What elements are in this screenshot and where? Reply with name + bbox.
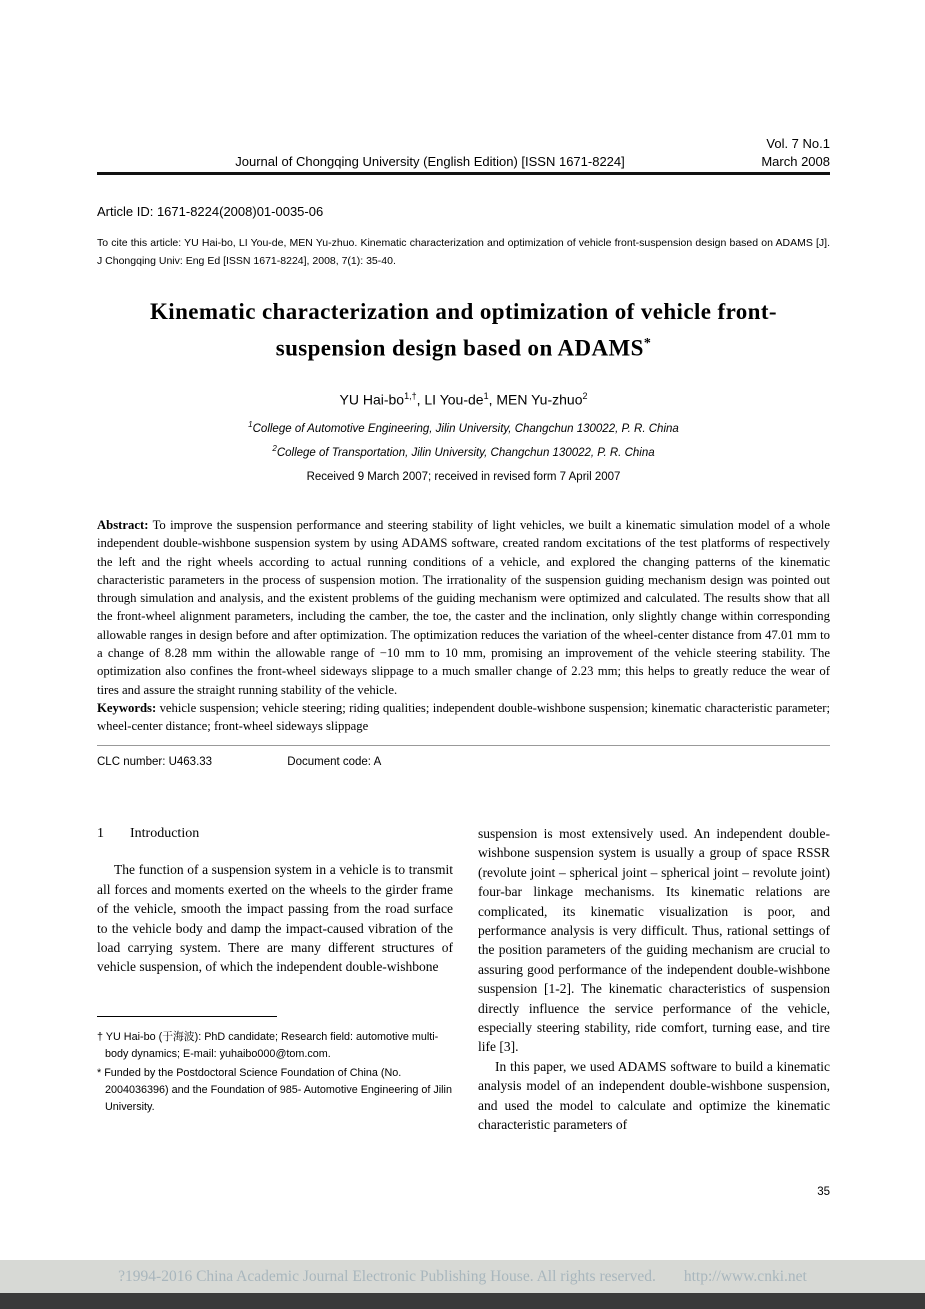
issue-date: March 2008 — [761, 154, 830, 169]
keywords-label: Keywords: — [97, 700, 157, 715]
affiliation-1-text: College of Automotive Engineering, Jilin University, Changchun 130022, P. R. China — [252, 422, 679, 435]
affiliations — [97, 415, 830, 463]
keywords-divider — [97, 745, 830, 746]
intro-paragraph-left: The function of a suspension system in a vehicle is to transmit all forces and moments exerted on the wheels to the girder frame of the vehicle, smooth the impact passing from the road surface to the vehicle body and damp the impact-caused vibration of the load carrying system. There are many different structures of vehicle suspension, of which the independent double-wishbone — [97, 862, 453, 975]
citation-note: To cite this article: YU Hai-bo, LI You-de, MEN Yu-zhuo. Kinematic characterization and optimization of vehicle front-suspension design based on ADAMS [J]. J Chongqing Univ: Eng Ed [ISSN 1671-8224], 2008, 7(1): 35-40. — [97, 237, 830, 267]
keywords — [97, 699, 830, 736]
abstract-text: To improve the suspension performance and steering stability of light vehicles, we built a kinematic simulation model of a whole independent double-wishbone suspension system by using ADAMS software, created random excitations of the test platforms of respectively the left and the right wheels according to actual running conditions of a vehicle, and explored the changing patterns of the kinematic characteristic parameters in the process of suspension motion. The irrationality of the suspension guiding mechanism design was pointed out through simulation and analysis, and the existent problems of the guiding mechanism were optimized and calculated. The results show that all the front-wheel alignment parameters, including the camber, the toe, the caster and the inclination, only slightly change within corresponding allowable ranges in design before and after optimization. The optimization reduces the variation of the wheel-center distance from 47.01 mm to a change of 8.28 mm within the allowable range of −10 mm to 10 mm, promising an improvement of the vehicle steering stability. The optimization also confines the front-wheel sideways slippage to a much smaller change of 2.23 mm; this helps to greatly reduce the wear of tires and assure the straight running stability of the vehicle. — [97, 518, 830, 697]
author-line — [97, 391, 830, 408]
footnote-funding: * Funded by the Postdoctoral Science Foundation of China (No. 2004036396) and the Foundation of 985- Automotive Engineering of Jilin University. — [97, 1067, 452, 1113]
footer-copyright: ?1994-2016 China Academic Journal Electronic Publishing House. All rights reserved. — [118, 1267, 656, 1285]
article-id: Article ID: 1671-8224(2008)01-0035-06 — [97, 204, 324, 219]
author-1-affil-mark: 1,† — [404, 391, 417, 401]
section-number: 1 — [97, 826, 104, 841]
affiliation-1-mark: 1 — [248, 420, 253, 429]
right-column — [478, 824, 830, 1135]
affiliation-2-mark: 2 — [272, 443, 277, 453]
author-separator: , — [488, 391, 497, 408]
section-title: Introduction — [130, 826, 200, 841]
footnote-author: † YU Hai-bo (于海波): PhD candidate; Research field: automotive multi-body dynamics; E-mail: yuhaibo000@tom.com. — [97, 1031, 439, 1060]
footer-url: http://www.cnki.net — [683, 1267, 807, 1285]
intro-paragraph-right-2: In this paper, we used ADAMS software to build a kinematic analysis model of an independent double-wishbone suspension, and used the model to calculate and optimize the kinematic characteristic parameters of — [478, 1058, 830, 1133]
page-number: 35 — [817, 1186, 830, 1198]
affiliation-2-text: College of Transportation, Jilin University, Changchun 130022, P. R. China — [276, 446, 655, 459]
paper-title — [97, 296, 830, 365]
clc-line — [97, 756, 830, 768]
document-code: Document code: A — [287, 755, 382, 768]
affiliation-2 — [97, 439, 830, 463]
footnotes — [97, 1016, 457, 1118]
abstract-label: Abstract: — [97, 518, 149, 532]
author-3-affil-mark: 2 — [582, 391, 588, 401]
intro-paragraph-right-1: suspension is most extensively used. An independent double-wishbone suspension system is usually a group of space RSSR (revolute joint – spherical joint – spherical joint – revolute joint) four-bar linkage mechanisms. Its kinematic relations are complicated, its kinematic visualization is poor, and performance analysis is very difficult. Thus, rational settings of the position parameters of the guiding mechanism are crucial to assuring good performance of the independent double-wishbone suspension [1-2]. The kinematic characteristics of suspension directly influence the service performance of the vehicle, especially steering stability, ride comfort, turning ease, and tire life [3]. — [478, 826, 830, 1055]
paper-title-line2: suspension design based on ADAMS — [275, 335, 644, 361]
author-1: YU Hai-bo — [339, 391, 405, 408]
author-3: MEN Yu-zhuo — [496, 391, 583, 408]
keywords-text: vehicle suspension; vehicle steering; riding qualities; independent double-wishbone suspension; kinematic characteristic parameter; wheel-center distance; front-wheel sideways slippage — [97, 700, 830, 734]
received-dates: Received 9 March 2007; received in revised form 7 April 2007 — [306, 471, 621, 483]
author-2-affil-mark: 1 — [483, 391, 489, 401]
title-footnote-mark: * — [643, 336, 652, 351]
abstract — [97, 516, 830, 699]
clc-number: CLC number: U463.33 — [97, 755, 213, 768]
author-separator: , — [416, 391, 425, 408]
paper-title-line1: Kinematic characterization and optimization of vehicle front- — [150, 299, 777, 324]
journal-title: Journal of Chongqing University (English Edition) [ISSN 1671-8224] — [235, 154, 625, 169]
section-heading-introduction — [97, 824, 453, 843]
header-rule — [97, 172, 830, 175]
cnki-footer — [0, 1260, 925, 1293]
author-2: LI You-de — [424, 391, 484, 408]
footnote-rule — [97, 1016, 277, 1017]
volume-line: Vol. 7 No.1 — [766, 136, 830, 151]
footer-dark-bar — [0, 1293, 925, 1309]
affiliation-1 — [97, 415, 830, 439]
left-column — [97, 824, 453, 977]
front-matter — [97, 516, 830, 768]
